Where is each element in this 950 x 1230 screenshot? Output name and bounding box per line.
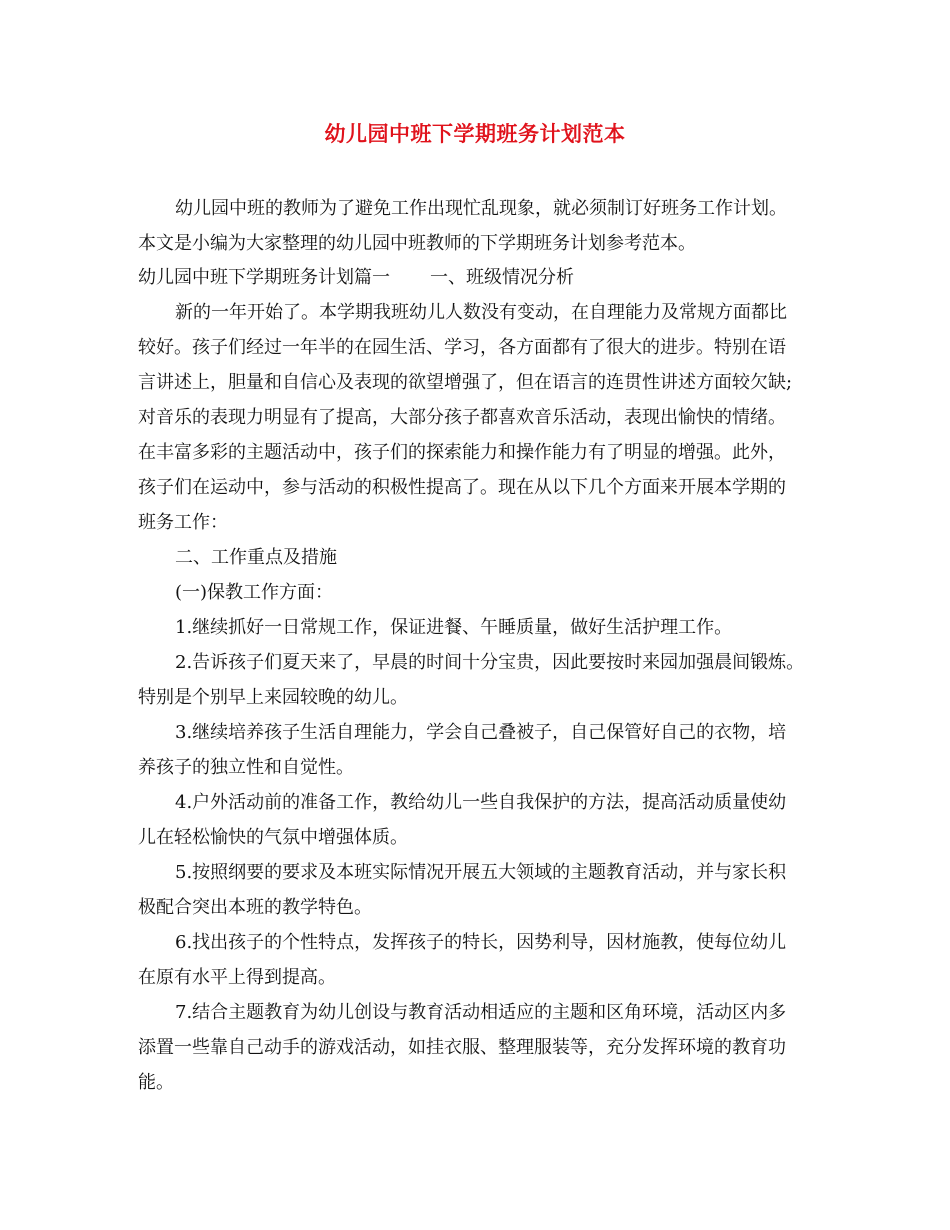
paragraph-line: 幼儿园中班的教师为了避免工作出现忙乱现象，就必须制订好班务工作计划。 — [175, 198, 787, 219]
list-item: 4.户外活动前的准备工作，教给幼儿一些自我保护的方法，提高活动质量使幼 — [175, 792, 787, 813]
section-heading: 一、班级情况分析 — [430, 267, 574, 288]
list-item-continuation: 养孩子的独立性和自觉性。 — [138, 757, 354, 778]
subsection-heading: (一)保教工作方面： — [175, 582, 334, 603]
list-item-continuation: 添置一些靠自己动手的游戏活动，如挂衣服、整理服装等，充分发挥环境的教育功 — [138, 1037, 786, 1058]
list-item: 1.继续抓好一日常规工作，保证进餐、午睡质量，做好生活护理工作。 — [175, 617, 733, 638]
list-item-continuation: 儿在轻松愉快的气氛中增强体质。 — [138, 827, 408, 848]
paragraph-line: 在丰富多彩的主题活动中，孩子们的探索能力和操作能力有了明显的增强。此外， — [138, 442, 786, 463]
document-title: 幼儿园中班下学期班务计划范本 — [324, 121, 626, 146]
paragraph-line: 本文是小编为大家整理的幼儿园中班教师的下学期班务计划参考范本。 — [138, 233, 696, 254]
paragraph-line: 班务工作： — [138, 512, 228, 533]
paragraph-line: 对音乐的表现力明显有了提高，大部分孩子都喜欢音乐活动，表现出愉快的情绪。 — [138, 407, 786, 428]
list-item: 5.按照纲要的要求及本班实际情况开展五大领域的主题教育活动，并与家长积 — [175, 862, 787, 883]
section-heading: 二、工作重点及措施 — [175, 547, 337, 568]
plan-part-label: 幼儿园中班下学期班务计划篇一 — [138, 267, 390, 288]
list-item: 6.找出孩子的个性特点，发挥孩子的特长，因势利导，因材施教，使每位幼儿 — [175, 932, 787, 953]
list-item-continuation: 能。 — [138, 1072, 174, 1093]
list-item-continuation: 特别是个别早上来园较晚的幼儿。 — [138, 687, 408, 708]
list-item: 2.告诉孩子们夏天来了，早晨的时间十分宝贵，因此要按时来园加强晨间锻炼。 — [175, 652, 805, 673]
list-item-continuation: 在原有水平上得到提高。 — [138, 967, 336, 988]
paragraph-line: 言讲述上，胆量和自信心及表现的欲望增强了，但在语言的连贯性讲述方面较欠缺; — [138, 372, 793, 393]
paragraph-line: 孩子们在运动中，参与活动的积极性提高了。现在从以下几个方面来开展本学期的 — [138, 477, 786, 498]
list-item-continuation: 极配合突出本班的教学特色。 — [138, 897, 372, 918]
paragraph-line: 新的一年开始了。本学期我班幼儿人数没有变动，在自理能力及常规方面都比 — [175, 302, 787, 323]
paragraph-line: 较好。孩子们经过一年半的在园生活、学习，各方面都有了很大的进步。特别在语 — [138, 337, 786, 358]
section-heading-line — [138, 266, 574, 290]
list-item: 3.继续培养孩子生活自理能力，学会自己叠被子，自己保管好自己的衣物，培 — [175, 722, 787, 743]
list-item: 7.结合主题教育为幼儿创设与教育活动相适应的主题和区角环境，活动区内多 — [175, 1002, 787, 1023]
